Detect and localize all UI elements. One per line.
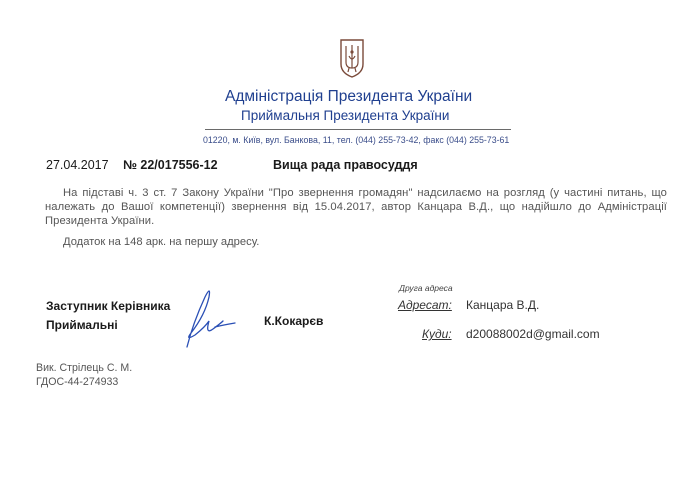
letter-date: 27.04.2017 — [46, 158, 109, 172]
where-label: Куди: — [422, 327, 452, 341]
addressee-value: Канцара В.Д. — [466, 298, 540, 312]
where-value: d20088002d@gmail.com — [466, 327, 600, 341]
executor-name: Вик. Стрілець С. М. — [36, 362, 133, 374]
organization-name: Адміністрація Президента України — [225, 88, 473, 105]
department-name: Приймальня Президента України — [241, 108, 450, 123]
executor-reference: ГДОС-44-274933 — [36, 376, 119, 388]
signatory-title-line2: Приймальні — [46, 318, 118, 332]
addressee-label: Адресат: — [398, 298, 452, 312]
letter-recipient: Вища рада правосуддя — [273, 158, 418, 172]
signatory-title-line1: Заступник Керівника — [46, 299, 171, 313]
signatory-title — [46, 297, 170, 335]
header-divider — [205, 129, 511, 130]
handwritten-signature — [165, 283, 245, 355]
header-address: 01220, м. Київ, вул. Банкова, 11, тел. (044) 255-73-42, факс (044) 255-73-61 — [203, 135, 510, 145]
coat-of-arms-icon — [339, 38, 365, 78]
letter-attachment: Додаток на 148 арк. на першу адресу. — [63, 236, 260, 248]
signatory-name: К.Кокарєв — [264, 314, 324, 328]
letter-body: На підставі ч. 3 ст. 7 Закону України "Про звернення громадян" надсилаємо на розгляд (у частині питань, що належать до Вашої компетенції) звернення від 15.04.2017, автор Канцара В.Д., що надійшло до Адміністрації Президента України. — [45, 187, 667, 227]
second-address-heading: Друга адреса — [399, 283, 453, 293]
letter-number: № 22/017556-12 — [123, 158, 218, 172]
